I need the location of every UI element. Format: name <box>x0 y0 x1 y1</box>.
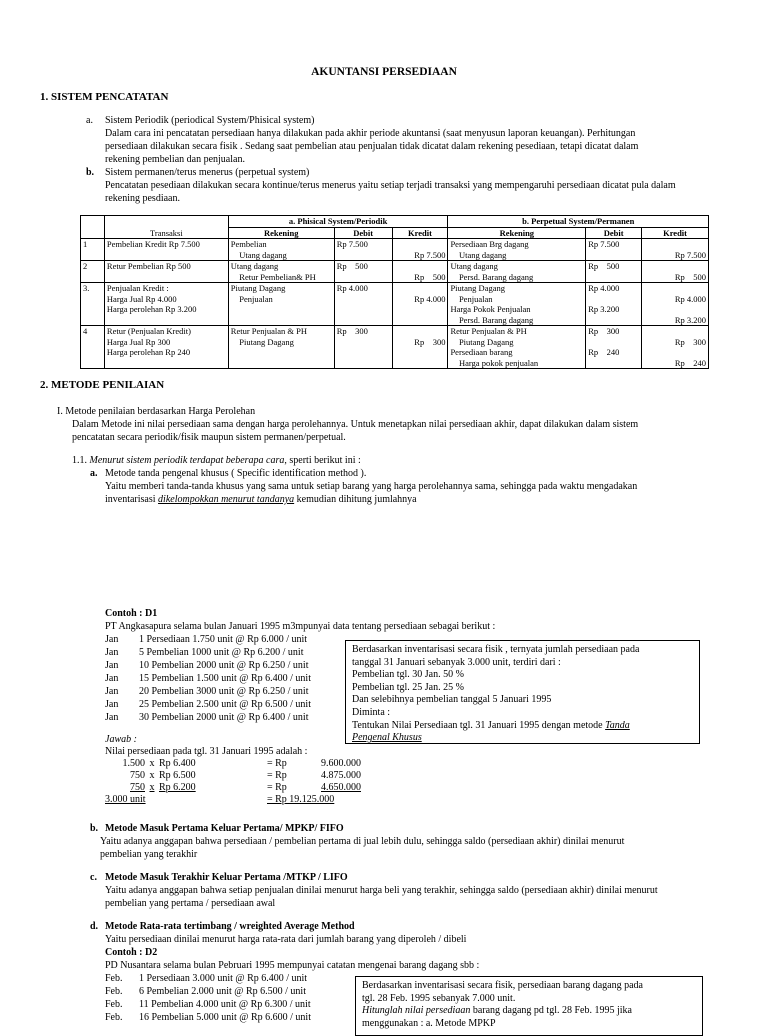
cell-b-kredit-line: Rp 7.500 <box>674 249 706 260</box>
example-d1-heading: Contoh : D1 <box>105 608 158 619</box>
box-line: Berdasarkan inventarisasi secara fisik , ternyata jumlah persediaan pada <box>352 644 640 655</box>
inventory-row-month: Jan <box>105 647 119 658</box>
cell-b-debit-line: Rp 4.000 <box>588 283 620 293</box>
inventory-row-desc: 25 Pembelian 2.500 unit @ Rp 6.500 / unit <box>139 699 311 710</box>
method-a-label: a. <box>90 468 98 479</box>
inventory-row-month: Jan <box>105 634 119 645</box>
cell-a-rekening-line: Pembelian <box>230 239 267 249</box>
calc-eq: = Rp <box>267 782 287 793</box>
cell-b-debit-line: Rp 300 <box>588 326 620 336</box>
cell-b-debit <box>586 283 642 326</box>
method-c-line-1: Yaitu adanya anggapan bahwa setiap penjualan dinilai menurut harga beli yang terakhir, sehingga saldo (persediaan akhir) dinilai menurut <box>105 885 658 896</box>
cell-transaksi <box>104 283 228 326</box>
box-line: Pembelian tgl. 30 Jan. 50 % <box>352 669 464 681</box>
method-a-line-2-underlined: dikelompokkan menurut tandanya <box>158 494 295 505</box>
inventory-row-desc: 30 Pembelian 2000 unit @ Rp 6.400 / unit <box>139 712 309 723</box>
inventory-row-month: Jan <box>105 699 119 710</box>
inventory-row-desc: 1 Persediaan 1.750 unit @ Rp 6.000 / unit <box>139 634 308 645</box>
box-last-line: menggunakan : a. Metode MPKP <box>362 1017 496 1029</box>
box-last-underlined-1: Tanda <box>605 719 630 731</box>
inventory-row <box>105 659 345 672</box>
method-a-line-2-pre: inventarisasi <box>105 494 159 505</box>
inventory-row <box>105 646 345 659</box>
cell-b-rekening-line: Piutang Dagang <box>450 336 514 347</box>
method-b-line-2: pembelian yang terakhir <box>100 849 198 860</box>
header-transaksi: Transaksi <box>104 216 228 239</box>
cell-b-debit-line: Rp 240 <box>588 347 620 357</box>
cell-no <box>81 261 105 283</box>
calc-qty: 1.500 <box>122 758 145 769</box>
cell-a-debit-line: Rp 500 <box>336 261 368 271</box>
journal-entry-table <box>80 215 709 369</box>
subsection-1-1-rest: , sperti berikut ini : <box>284 455 361 466</box>
cell-a-rekening-line: Penjualan <box>230 293 273 304</box>
cell-b-rekening-line: Persd. Barang dagang <box>450 271 534 282</box>
calc-eq: = Rp <box>267 770 287 781</box>
cell-b-kredit-line: Rp 4.000 <box>674 293 706 304</box>
cell-b-kredit-line <box>644 326 706 337</box>
cell-a-debit-line <box>337 294 390 305</box>
calc-row <box>105 781 365 793</box>
cell-a-kredit <box>392 261 448 283</box>
example-d2-intro: PD Nusantara selama bulan Pebruari 1995 mempunyai catatan mengenai barang dagang sbb : <box>105 960 480 971</box>
cell-b-rekening-line: Retur Penjualan & PH <box>450 326 527 336</box>
answer-calculation <box>105 757 365 805</box>
method-c-title: Metode Masuk Terakhir Keluar Pertama /MTKP / LIFO <box>105 872 348 883</box>
calc-x: x <box>149 782 155 793</box>
box-line: Berdasarkan inventarisasi secara fisik, persediaan barang dagang pada <box>362 980 643 991</box>
cell-a-rekening-line: Utang dagang <box>230 249 287 260</box>
inventory-row-desc: 16 Pembelian 5.000 unit @ Rp 6.600 / unit <box>139 1012 311 1023</box>
cell-b-kredit-line <box>644 304 706 315</box>
cell-transaksi-line: Harga Jual Rp 300 <box>106 336 171 347</box>
header-perpetual: b. Perpetual System/Permanen <box>448 216 709 228</box>
cell-b-rekening <box>448 326 586 369</box>
calc-x: x <box>149 770 155 781</box>
table-header-row <box>81 216 709 228</box>
calc-value: 4.875.000 <box>321 770 361 781</box>
item-b-label: b. <box>86 167 95 178</box>
box-after: barang dagang pd tgl. 28 Feb. 1995 jika <box>470 1005 632 1017</box>
method-i-title: I. Metode penilaian berdasarkan Harga Perolehan <box>57 406 256 417</box>
header-a-rekening: Rekening <box>228 227 334 239</box>
cell-b-rekening-line: Utang dagang <box>450 261 498 271</box>
cell-no-line: 2 <box>83 261 88 271</box>
cell-transaksi <box>104 239 228 261</box>
table-row <box>81 239 709 261</box>
method-a-title: Metode tanda pengenal khusus ( Specific identification method ). <box>105 468 367 479</box>
cell-transaksi <box>104 261 228 283</box>
inventory-row-desc: 10 Pembelian 2000 unit @ Rp 6.250 / unit <box>139 660 309 671</box>
method-a-line-2-post: kemudian dihitung jumlahnya <box>294 494 417 505</box>
cell-a-debit <box>334 239 392 261</box>
cell-b-rekening-line: Persediaan Brg dagang <box>450 239 529 249</box>
cell-a-kredit <box>392 326 448 369</box>
item-a-line-3: rekening pembelian dan penjualan. <box>105 154 245 165</box>
header-no <box>81 216 105 239</box>
document-title: AKUNTANSI PERSEDIAAN <box>311 66 457 78</box>
cell-a-debit-line: Rp 300 <box>336 326 368 336</box>
cell-b-debit-line <box>588 315 639 326</box>
cell-a-kredit-line <box>395 239 446 250</box>
cell-a-rekening-line: Retur Penjualan & PH <box>230 326 308 336</box>
box-line: Diminta : <box>352 706 391 718</box>
cell-b-rekening-line: Harga Pokok Penjualan <box>450 304 531 314</box>
table-row <box>81 326 709 369</box>
header-b-rekening: Rekening <box>448 227 586 239</box>
cell-b-rekening <box>448 261 586 283</box>
inventory-row <box>105 998 345 1011</box>
section-1-heading: 1. SISTEM PENCATATAN <box>40 91 169 103</box>
cell-no-line: 4 <box>83 326 88 336</box>
inventory-row-desc: 20 Pembelian 3000 unit @ Rp 6.250 / unit <box>139 686 309 697</box>
cell-b-rekening-line: Utang dagang <box>450 249 507 260</box>
calc-x: x <box>149 758 155 769</box>
inventory-row <box>105 672 345 685</box>
cell-b-debit-line <box>588 272 639 283</box>
calc-row <box>105 757 365 769</box>
method-d-title: Metode Rata-rata tertimbang / wreighted Average Method <box>105 921 355 932</box>
inventory-row-month: Feb. <box>105 973 123 984</box>
cell-b-debit <box>586 261 642 283</box>
header-a-debit: Debit <box>334 227 392 239</box>
cell-a-debit-line <box>337 337 390 348</box>
inventory-row-desc: 6 Pembelian 2.000 unit @ Rp 6.500 / unit <box>139 986 306 997</box>
example-d1-intro: PT Angkasapura selama bulan Januari 1995 m3mpunyai data tentang persediaan sebagai berikut : <box>105 621 496 632</box>
cell-a-debit <box>334 283 392 326</box>
method-b-title: Metode Masuk Pertama Keluar Pertama/ MPKP/ FIFO <box>105 823 344 834</box>
cell-no <box>81 283 105 326</box>
example-d2-rows <box>105 972 345 1024</box>
calc-value: 4.650.000 <box>321 782 361 793</box>
box-last-pre: Tentukan Nilai Persediaan tgl. 31 Januari 1995 dengan metode <box>352 719 606 731</box>
inventory-row-desc: 5 Pembelian 1000 unit @ Rp 6.200 / unit <box>139 647 304 658</box>
box-line: tanggal 31 Januari sebanyak 3.000 unit, terdiri dari : <box>352 656 561 668</box>
calc-price: Rp 6.200 <box>159 782 196 793</box>
example-d1-box-lines <box>352 644 693 720</box>
section-2-heading: 2. METODE PENILAIAN <box>40 379 165 391</box>
cell-b-rekening-line: Piutang Dagang <box>450 283 505 293</box>
journal-entry-body <box>81 239 709 369</box>
cell-transaksi-line: Retur (Penjualan Kredit) <box>106 326 191 336</box>
method-c-label: c. <box>90 872 97 883</box>
cell-a-kredit-line: Rp 7.500 <box>414 249 446 260</box>
cell-a-debit <box>334 261 392 283</box>
cell-b-debit-line <box>588 358 639 369</box>
example-d2-question-box <box>355 976 703 1036</box>
cell-no <box>81 239 105 261</box>
example-d2-heading: Contoh : D2 <box>105 947 158 958</box>
header-a-kredit: Kredit <box>392 227 448 239</box>
cell-a-rekening-line: Utang dagang <box>230 261 279 271</box>
inventory-row <box>105 1011 345 1024</box>
cell-b-kredit-line <box>644 283 706 294</box>
header-b-debit: Debit <box>586 227 642 239</box>
cell-a-kredit-line <box>395 283 446 294</box>
cell-b-kredit <box>642 326 709 369</box>
cell-a-debit <box>334 326 392 369</box>
inventory-row-desc: 11 Pembelian 4.000 unit @ Rp 6.300 / unit <box>139 999 311 1010</box>
inventory-row <box>105 633 345 646</box>
method-b-line-1: Yaitu adanya anggapan bahwa persediaan / pembelian pertama di jual lebih dulu, sehingga saldo (persediaan akhir) dinilai menurut <box>100 836 625 847</box>
cell-a-kredit-line: Rp 300 <box>414 336 446 347</box>
calc-value: 9.600.000 <box>321 758 361 769</box>
example-d1-box-last <box>352 720 693 733</box>
answer-label: Jawab : <box>105 734 137 745</box>
subsection-1-1-number: 1.1. <box>72 455 87 466</box>
calc-eq: = Rp <box>267 758 287 769</box>
item-a-title: Sistem Periodik (periodical System/Phisical system) <box>105 115 315 126</box>
cell-b-kredit-line: Rp 240 <box>674 357 706 368</box>
inventory-row <box>105 711 345 724</box>
method-a-line-1: Yaitu memberi tanda-tanda khusus yang sama untuk setiap barang yang harga perolehannya sama, sehingga pada waktu mengadakan <box>105 481 638 492</box>
calc-total-row <box>105 793 365 805</box>
cell-b-kredit-line: Rp 300 <box>674 336 706 347</box>
cell-no-line: 3. <box>83 283 90 293</box>
example-d2-box-italic-line <box>362 1005 696 1018</box>
inventory-row-month: Jan <box>105 673 119 684</box>
cell-b-kredit <box>642 283 709 326</box>
cell-no-line: 1 <box>83 239 88 249</box>
method-a-line-2 <box>105 493 417 506</box>
box-italic: Hitunglah nilai persediaan <box>362 1005 471 1017</box>
cell-b-rekening <box>448 283 586 326</box>
method-b-label: b. <box>90 823 99 834</box>
example-d2-box-lines <box>362 980 696 1005</box>
cell-a-kredit-line <box>395 261 446 272</box>
calc-qty: 750 <box>130 782 145 793</box>
cell-a-debit-line: Rp 4.000 <box>336 283 368 293</box>
cell-b-kredit-line: Rp 3.200 <box>674 314 706 325</box>
cell-a-debit-line <box>337 272 390 283</box>
cell-transaksi-line: Harga perolehan Rp 240 <box>106 347 191 357</box>
method-d-label: d. <box>90 921 99 932</box>
calc-price: Rp 6.500 <box>159 770 196 781</box>
header-periodik: a. Phisical System/Periodik <box>228 216 448 228</box>
cell-b-kredit <box>642 239 709 261</box>
cell-b-rekening-line: Persediaan barang <box>450 347 513 357</box>
calc-total-value: = Rp 19.125.000 <box>267 794 335 805</box>
cell-b-rekening-line: Persd. Barang dagang <box>450 314 534 325</box>
cell-b-rekening-line: Penjualan <box>450 293 493 304</box>
inventory-row <box>105 698 345 711</box>
cell-transaksi-line: Harga Jual Rp 4.000 <box>106 293 177 304</box>
calc-price: Rp 6.400 <box>159 758 196 769</box>
cell-b-rekening-line: Harga pokok penjualan <box>450 357 539 368</box>
calc-qty: 750 <box>130 770 145 781</box>
cell-a-rekening-line: Piutang Dagang <box>230 336 294 347</box>
box-line: tgl. 28 Feb. 1995 sebanyak 7.000 unit. <box>362 992 516 1004</box>
cell-b-rekening <box>448 239 586 261</box>
cell-b-kredit-line <box>644 347 706 358</box>
cell-b-debit-line <box>588 294 639 305</box>
inventory-row-desc: 1 Persediaan 3.000 unit @ Rp 6.400 / unit <box>139 973 308 984</box>
cell-a-kredit <box>392 239 448 261</box>
item-b-line-1: Pencatatan pesediaan dilakukan secara kontinue/terus menerus yaitu setiap terjadi transaksi yang mempengaruhi persediaan dicatat pula dalam <box>105 180 676 191</box>
inventory-row <box>105 972 345 985</box>
inventory-row-month: Feb. <box>105 999 123 1010</box>
cell-b-kredit <box>642 261 709 283</box>
cell-b-kredit-line <box>644 261 706 272</box>
cell-no <box>81 326 105 369</box>
example-d1-question-box <box>345 640 700 744</box>
method-i-line-2: pencatatan secara periodik/fisik maupun sistem permanen/perpetual. <box>72 432 346 443</box>
box-last-underlined-2: Pengenal Khusus <box>352 732 422 744</box>
inventory-row <box>105 685 345 698</box>
inventory-row-month: Feb. <box>105 986 123 997</box>
cell-b-debit-line: Rp 3.200 <box>588 304 620 314</box>
inventory-row-month: Jan <box>105 686 119 697</box>
cell-a-debit-line: Rp 7.500 <box>336 239 368 249</box>
subsection-1-1-text: Menurut sistem periodik terdapat beberapa cara <box>89 455 285 466</box>
cell-a-kredit-line: Rp 4.000 <box>414 293 446 304</box>
cell-a-rekening-line: Retur Pembelian& PH <box>230 271 316 282</box>
table-row <box>81 261 709 283</box>
item-b-title: Sistem permanen/terus menerus (perpetual system) <box>105 167 310 178</box>
item-b-line-2: rekening pesdiaan. <box>105 193 180 204</box>
cell-transaksi <box>104 326 228 369</box>
inventory-row-month: Jan <box>105 712 119 723</box>
cell-b-debit <box>586 326 642 369</box>
box-line: Pembelian tgl. 25 Jan. 25 % <box>352 681 464 693</box>
item-a-line-1: Dalam cara ini pencatatan persediaan hanya dilakukan pada akhir periode akuntansi (saat menyusun laporan keuangan). Perhitungan <box>105 128 636 139</box>
item-a-label: a. <box>86 115 93 126</box>
cell-a-rekening <box>228 283 334 326</box>
cell-transaksi-line: Penjualan Kredit : <box>106 283 169 293</box>
method-d-line: Yaitu persediaan dinilai menurut harga rata-rata dari jumlah barang yang diperoleh / dibeli <box>105 934 467 945</box>
cell-a-kredit <box>392 283 448 326</box>
cell-b-debit-line <box>588 337 639 348</box>
cell-a-rekening <box>228 239 334 261</box>
cell-a-rekening <box>228 326 334 369</box>
box-line: Dan selebihnya pembelian tanggal 5 Januari 1995 <box>352 694 552 706</box>
cell-transaksi-line: Harga perolehan Rp 3.200 <box>106 304 197 314</box>
answer-intro: Nilai persediaan pada tgl. 31 Januari 1995 adalah : <box>105 746 308 757</box>
cell-a-kredit-line: Rp 500 <box>414 271 446 282</box>
inventory-row-month: Feb. <box>105 1012 123 1023</box>
header-b-kredit: Kredit <box>642 227 709 239</box>
example-d1-rows <box>105 633 345 724</box>
cell-b-debit-line <box>588 250 639 261</box>
cell-b-kredit-line: Rp 500 <box>674 271 706 282</box>
cell-b-kredit-line <box>644 239 706 250</box>
calc-total-qty: 3.000 unit <box>105 794 146 805</box>
cell-b-debit <box>586 239 642 261</box>
inventory-row <box>105 985 345 998</box>
cell-b-debit-line: Rp 500 <box>588 261 620 271</box>
item-a-line-2: persediaan dilakukan secara fisik . Sedang saat pembelian atau penjualan tidak dicatat dalam rekening pesediaan, tetapi dicatat dalam <box>105 141 639 152</box>
cell-transaksi-line: Retur Pembelian Rp 500 <box>106 261 191 271</box>
cell-transaksi-line: Pembelian Kredit Rp 7.500 <box>106 239 200 249</box>
cell-a-rekening-line: Piutang Dagang <box>230 283 286 293</box>
calc-row <box>105 769 365 781</box>
cell-a-kredit-line <box>395 326 446 337</box>
table-row <box>81 283 709 326</box>
inventory-row-desc: 15 Pembelian 1.500 unit @ Rp 6.400 / unit <box>139 673 311 684</box>
method-i-line-1: Dalam Metode ini nilai persediaan sama dengan harga perolehannya. Untuk menetapkan nilai persediaan akhir, dapat dilakukan dalam sistem <box>72 419 639 430</box>
cell-a-rekening <box>228 261 334 283</box>
method-c-line-2: pembelian yang pertama / persediaan awal <box>105 898 276 909</box>
cell-b-debit-line: Rp 7.500 <box>588 239 620 249</box>
cell-a-debit-line <box>337 250 390 261</box>
subsection-1-1 <box>72 454 361 467</box>
inventory-row-month: Jan <box>105 660 119 671</box>
